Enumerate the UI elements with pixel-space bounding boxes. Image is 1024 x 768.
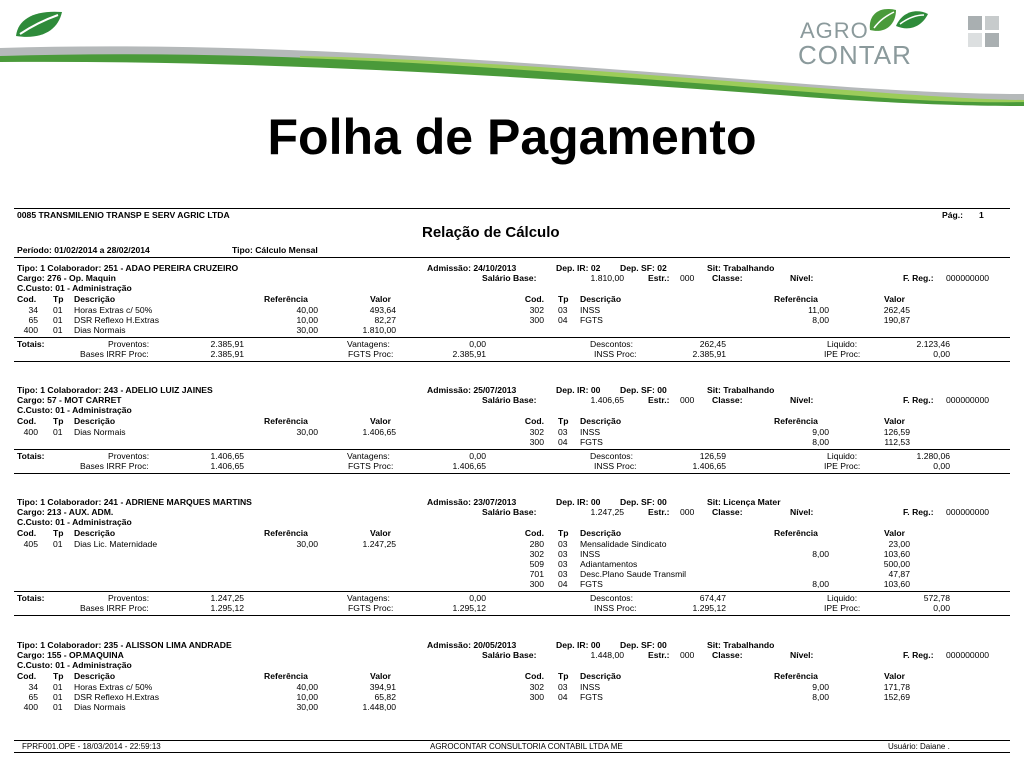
col-cod: Cod.	[17, 671, 37, 681]
nivel-label: Nível:	[790, 395, 814, 405]
dep-sf: Dep. SF: 00	[620, 497, 667, 507]
earning-desc: DSR Reflexo H.Extras	[74, 692, 160, 702]
deduction-desc: FGTS	[580, 579, 603, 589]
col-tp-right: Tp	[558, 416, 569, 426]
nivel-label: Nível:	[790, 650, 814, 660]
earning-valor: 82,27	[374, 315, 396, 325]
deduction-valor: 47,87	[888, 569, 910, 579]
rule-totals-top	[14, 449, 1010, 450]
bases-irrf-value: 1.295,12	[210, 603, 244, 613]
page-label: Pág.:	[942, 210, 964, 220]
earning-cod: 34	[28, 682, 38, 692]
liquido-value: 572,78	[923, 593, 950, 603]
deduction-tp: 03	[558, 559, 568, 569]
col-cod-right: Cod.	[524, 294, 544, 304]
earning-cod: 34	[28, 305, 38, 315]
estr-label: Estr.:	[648, 273, 670, 283]
fgts-proc-value: 1.406,65	[452, 461, 486, 471]
col-desc: Descrição	[74, 528, 116, 538]
ipe-proc-value: 0,00	[933, 349, 950, 359]
col-tp: Tp	[53, 528, 64, 538]
earning-ref: 10,00	[296, 692, 318, 702]
employee-header: Tipo: 1 Colaborador: 241 - ADRIENE MARQUES MARTINS	[17, 497, 252, 507]
earning-valor: 394,91	[369, 682, 396, 692]
nivel-label: Nível:	[790, 507, 814, 517]
footer-center: AGROCONTAR CONSULTORIA CONTABIL LTDA ME	[430, 742, 623, 751]
col-cod-right: Cod.	[524, 671, 544, 681]
earning-tp: 01	[53, 682, 63, 692]
deduction-tp: 04	[558, 692, 568, 702]
rule-footer	[14, 740, 1010, 741]
rule-totals-top	[14, 591, 1010, 592]
descontos-value: 262,45	[699, 339, 726, 349]
classe-label: Classe:	[712, 273, 743, 283]
vantagens-label: Vantagens:	[347, 451, 390, 461]
proventos-value: 1.247,25	[210, 593, 244, 603]
salary-label: Salário Base:	[482, 650, 537, 660]
earning-tp: 01	[53, 305, 63, 315]
dep-sf: Dep. SF: 02	[620, 263, 667, 273]
report-title: Relação de Cálculo	[422, 224, 560, 241]
col-ref-right: Referência	[774, 671, 818, 681]
grid-icon-d	[968, 33, 982, 47]
earning-cod: 405	[23, 539, 38, 549]
col-tp: Tp	[53, 416, 64, 426]
col-tp-right: Tp	[558, 294, 569, 304]
deduction-tp: 03	[558, 427, 568, 437]
deduction-tp: 03	[558, 305, 568, 315]
admission-date: Admissão: 20/05/2013	[427, 640, 517, 650]
col-valor: Valor	[370, 528, 392, 538]
col-ref: Referência	[264, 528, 308, 538]
deduction-valor: 500,00	[883, 559, 910, 569]
descontos-value: 674,47	[699, 593, 726, 603]
cost-center: C.Custo: 01 - Administração	[17, 660, 132, 670]
inss-proc-label: INSS Proc:	[594, 349, 637, 359]
rule-period	[14, 257, 1010, 258]
col-ref: Referência	[264, 671, 308, 681]
vantagens-label: Vantagens:	[347, 593, 390, 603]
totals-label: Totais:	[17, 339, 45, 349]
deduction-cod: 302	[529, 427, 544, 437]
earning-desc: Dias Normais	[74, 702, 126, 712]
deduction-ref: 8,00	[812, 437, 829, 447]
deduction-ref: 8,00	[812, 549, 829, 559]
deduction-desc: FGTS	[580, 437, 603, 447]
estr-label: Estr.:	[648, 395, 670, 405]
freg-label: F. Reg.:	[903, 395, 934, 405]
employee-header: Tipo: 1 Colaborador: 251 - ADAO PEREIRA CRUZEIRO	[17, 263, 239, 273]
earning-cod: 400	[23, 427, 38, 437]
earning-ref: 30,00	[296, 702, 318, 712]
col-valor: Valor	[370, 294, 392, 304]
col-valor-right: Valor	[884, 294, 906, 304]
col-desc-right: Descrição	[580, 671, 622, 681]
freg-value: 000000000	[946, 650, 990, 660]
rule-employee-end	[14, 361, 1010, 362]
deduction-valor: 152,69	[883, 692, 910, 702]
cargo: Cargo: 213 - AUX. ADM.	[17, 507, 114, 517]
proventos-label: Proventos:	[108, 593, 150, 603]
dep-ir: Dep. IR: 00	[556, 640, 601, 650]
deduction-tp: 03	[558, 682, 568, 692]
leaf-icon	[16, 12, 62, 37]
earning-cod: 65	[28, 315, 38, 325]
rule-employee-end	[14, 473, 1010, 474]
classe-label: Classe:	[712, 650, 743, 660]
earning-ref: 30,00	[296, 325, 318, 335]
col-cod: Cod.	[17, 528, 37, 538]
fgts-proc-value: 1.295,12	[452, 603, 486, 613]
col-ref: Referência	[264, 416, 308, 426]
col-desc: Descrição	[74, 416, 116, 426]
ipe-proc-value: 0,00	[933, 603, 950, 613]
deduction-cod: 300	[529, 692, 544, 702]
descontos-label: Descontos:	[590, 451, 633, 461]
rule-top	[14, 208, 1010, 209]
estr-value: 000	[680, 395, 695, 405]
deduction-desc: INSS	[580, 682, 601, 692]
rule-bottom	[14, 752, 1010, 753]
deduction-tp: 03	[558, 549, 568, 559]
salary-label: Salário Base:	[482, 507, 537, 517]
admission-date: Admissão: 25/07/2013	[427, 385, 517, 395]
deduction-tp: 03	[558, 539, 568, 549]
bases-irrf-label: Bases IRRF Proc:	[80, 603, 149, 613]
earning-desc: Dias Normais	[74, 427, 126, 437]
classe-label: Classe:	[712, 395, 743, 405]
vantagens-label: Vantagens:	[347, 339, 390, 349]
totals-label: Totais:	[17, 593, 45, 603]
liquido-value: 1.280,06	[916, 451, 950, 461]
dep-sf: Dep. SF: 00	[620, 640, 667, 650]
situation: Sit: Trabalhando	[707, 640, 775, 650]
earning-ref: 30,00	[296, 539, 318, 549]
descontos-label: Descontos:	[590, 593, 633, 603]
freg-value: 000000000	[946, 395, 990, 405]
employee-header: Tipo: 1 Colaborador: 235 - ALISSON LIMA ANDRADE	[17, 640, 232, 650]
deduction-cod: 302	[529, 305, 544, 315]
cargo: Cargo: 155 - OP.MAQUINA	[17, 650, 124, 660]
earning-cod: 400	[23, 702, 38, 712]
earning-ref: 30,00	[296, 427, 318, 437]
ipe-proc-value: 0,00	[933, 461, 950, 471]
earning-ref: 10,00	[296, 315, 318, 325]
earning-tp: 01	[53, 539, 63, 549]
fgts-proc-value: 2.385,91	[452, 349, 486, 359]
employee-header: Tipo: 1 Colaborador: 243 - ADELIO LUIZ JAINES	[17, 385, 213, 395]
rule-totals-top	[14, 337, 1010, 338]
slide-header	[0, 0, 1024, 200]
nivel-label: Nível:	[790, 273, 814, 283]
inss-proc-label: INSS Proc:	[594, 603, 637, 613]
salary-value: 1.247,25	[590, 507, 624, 517]
earning-tp: 01	[53, 427, 63, 437]
earning-desc: Dias Normais	[74, 325, 126, 335]
deduction-valor: 126,59	[883, 427, 910, 437]
grid-icon-a	[968, 16, 982, 30]
earning-valor: 1.247,25	[362, 539, 396, 549]
deduction-cod: 300	[529, 579, 544, 589]
fgts-proc-label: FGTS Proc:	[348, 349, 394, 359]
earning-ref: 40,00	[296, 305, 318, 315]
brand-line-2: CONTAR	[798, 40, 912, 70]
salary-value: 1.810,00	[590, 273, 624, 283]
proventos-label: Proventos:	[108, 339, 150, 349]
liquido-value: 2.123,46	[916, 339, 950, 349]
situation: Sit: Licença Mater	[707, 497, 781, 507]
deduction-tp: 04	[558, 315, 568, 325]
bases-irrf-value: 2.385,91	[210, 349, 244, 359]
deduction-valor: 103,60	[883, 549, 910, 559]
salary-value: 1.406,65	[590, 395, 624, 405]
liquido-label: Liquido:	[827, 593, 858, 603]
deduction-cod: 509	[529, 559, 544, 569]
earning-valor: 1.448,00	[362, 702, 396, 712]
dep-sf: Dep. SF: 00	[620, 385, 667, 395]
proventos-label: Proventos:	[108, 451, 150, 461]
cost-center: C.Custo: 01 - Administração	[17, 405, 132, 415]
fgts-proc-label: FGTS Proc:	[348, 603, 394, 613]
cost-center: C.Custo: 01 - Administração	[17, 283, 132, 293]
col-cod-right: Cod.	[524, 528, 544, 538]
earning-valor: 65,82	[374, 692, 396, 702]
col-desc: Descrição	[74, 671, 116, 681]
inss-proc-value: 1.295,12	[692, 603, 726, 613]
deduction-valor: 190,87	[883, 315, 910, 325]
liquido-label: Liquido:	[827, 451, 858, 461]
col-cod: Cod.	[17, 294, 37, 304]
dep-ir: Dep. IR: 00	[556, 385, 601, 395]
inss-proc-value: 1.406,65	[692, 461, 726, 471]
deduction-ref: 8,00	[812, 692, 829, 702]
descontos-label: Descontos:	[590, 339, 633, 349]
brand-leaf-icon	[862, 4, 932, 40]
col-desc-right: Descrição	[580, 528, 622, 538]
earning-desc: Horas Extras c/ 50%	[74, 682, 153, 692]
deduction-desc: INSS	[580, 305, 601, 315]
dep-ir: Dep. IR: 02	[556, 263, 601, 273]
col-tp: Tp	[53, 294, 64, 304]
deduction-cod: 302	[529, 549, 544, 559]
earning-desc: DSR Reflexo H.Extras	[74, 315, 160, 325]
dep-ir: Dep. IR: 00	[556, 497, 601, 507]
deduction-valor: 103,60	[883, 579, 910, 589]
footer-right: Usuário: Daiane .	[888, 742, 950, 751]
deduction-desc: FGTS	[580, 692, 603, 702]
bases-irrf-label: Bases IRRF Proc:	[80, 461, 149, 471]
deduction-valor: 262,45	[883, 305, 910, 315]
proventos-value: 2.385,91	[210, 339, 244, 349]
deduction-ref: 9,00	[812, 427, 829, 437]
earning-valor: 1.406,65	[362, 427, 396, 437]
page-number: 1	[979, 210, 984, 220]
totals-label: Totais:	[17, 451, 45, 461]
col-desc-right: Descrição	[580, 416, 622, 426]
classe-label: Classe:	[712, 507, 743, 517]
liquido-label: Liquido:	[827, 339, 858, 349]
freg-label: F. Reg.:	[903, 273, 934, 283]
cargo: Cargo: 57 - MOT CARRET	[17, 395, 122, 405]
admission-date: Admissão: 24/10/2013	[427, 263, 517, 273]
deduction-cod: 280	[529, 539, 544, 549]
vantagens-value: 0,00	[469, 451, 486, 461]
situation: Sit: Trabalhando	[707, 385, 775, 395]
situation: Sit: Trabalhando	[707, 263, 775, 273]
estr-value: 000	[680, 507, 695, 517]
col-cod-right: Cod.	[524, 416, 544, 426]
brand-line-1: AGRO	[800, 18, 869, 43]
earning-cod: 400	[23, 325, 38, 335]
inss-proc-value: 2.385,91	[692, 349, 726, 359]
deduction-cod: 300	[529, 437, 544, 447]
earning-desc: Horas Extras c/ 50%	[74, 305, 153, 315]
earning-cod: 65	[28, 692, 38, 702]
deduction-desc: INSS	[580, 549, 601, 559]
earning-valor: 1.810,00	[362, 325, 396, 335]
earning-tp: 01	[53, 702, 63, 712]
ipe-proc-label: IPE Proc:	[824, 461, 861, 471]
deduction-tp: 03	[558, 569, 568, 579]
admission-date: Admissão: 23/07/2013	[427, 497, 517, 507]
deduction-cod: 300	[529, 315, 544, 325]
agrocontar-logo	[798, 8, 938, 70]
descontos-value: 126,59	[699, 451, 726, 461]
fgts-proc-label: FGTS Proc:	[348, 461, 394, 471]
col-desc-right: Descrição	[580, 294, 622, 304]
rule-employee-end	[14, 615, 1010, 616]
ipe-proc-label: IPE Proc:	[824, 603, 861, 613]
report-period: Período: 01/02/2014 a 28/02/2014	[17, 245, 150, 255]
col-ref-right: Referência	[774, 416, 818, 426]
deduction-valor: 112,53	[884, 437, 910, 447]
col-tp-right: Tp	[558, 671, 569, 681]
slide-title: Folha de Pagamento	[267, 109, 757, 165]
earning-tp: 01	[53, 315, 63, 325]
col-valor-right: Valor	[884, 528, 906, 538]
deduction-desc: Desc.Plano Saude Transmil	[580, 569, 687, 579]
estr-label: Estr.:	[648, 650, 670, 660]
deduction-valor: 171,78	[883, 682, 910, 692]
deduction-ref: 9,00	[812, 682, 829, 692]
proventos-value: 1.406,65	[210, 451, 244, 461]
deduction-valor: 23,00	[888, 539, 910, 549]
earning-tp: 01	[53, 325, 63, 335]
cost-center: C.Custo: 01 - Administração	[17, 517, 132, 527]
vantagens-value: 0,00	[469, 593, 486, 603]
col-tp: Tp	[53, 671, 64, 681]
company-name: 0085 TRANSMILENIO TRANSP E SERV AGRIC LTDA	[17, 210, 230, 220]
cargo: Cargo: 276 - Op. Maquin	[17, 273, 116, 283]
col-tp-right: Tp	[558, 528, 569, 538]
earning-valor: 493,64	[369, 305, 396, 315]
deduction-desc: INSS	[580, 427, 601, 437]
deduction-ref: 8,00	[812, 315, 829, 325]
col-ref-right: Referência	[774, 528, 818, 538]
deduction-desc: FGTS	[580, 315, 603, 325]
col-ref-right: Referência	[774, 294, 818, 304]
earning-tp: 01	[53, 692, 63, 702]
col-desc: Descrição	[74, 294, 116, 304]
deduction-cod: 701	[529, 569, 544, 579]
estr-label: Estr.:	[648, 507, 670, 517]
deduction-tp: 04	[558, 437, 568, 447]
col-cod: Cod.	[17, 416, 37, 426]
col-valor: Valor	[370, 671, 392, 681]
estr-value: 000	[680, 273, 695, 283]
col-valor-right: Valor	[884, 416, 906, 426]
deduction-desc: Mensalidade Sindicato	[580, 539, 667, 549]
salary-value: 1.448,00	[590, 650, 624, 660]
freg-value: 000000000	[946, 273, 990, 283]
payroll-report	[14, 200, 1010, 768]
earning-desc: Dias Lic. Maternidade	[74, 539, 158, 549]
freg-label: F. Reg.:	[903, 507, 934, 517]
ipe-proc-label: IPE Proc:	[824, 349, 861, 359]
bases-irrf-value: 1.406,65	[210, 461, 244, 471]
calc-type: Tipo: Cálculo Mensal	[232, 245, 318, 255]
deduction-tp: 04	[558, 579, 568, 589]
deduction-ref: 11,00	[808, 305, 829, 315]
grid-icon-c	[985, 33, 999, 47]
bases-irrf-label: Bases IRRF Proc:	[80, 349, 149, 359]
freg-value: 000000000	[946, 507, 990, 517]
earning-ref: 40,00	[296, 682, 318, 692]
footer-left: FPRF001.OPE - 18/03/2014 - 22:59:13	[22, 742, 161, 751]
vantagens-value: 0,00	[469, 339, 486, 349]
col-valor: Valor	[370, 416, 392, 426]
salary-label: Salário Base:	[482, 395, 537, 405]
salary-label: Salário Base:	[482, 273, 537, 283]
inss-proc-label: INSS Proc:	[594, 461, 637, 471]
deduction-cod: 302	[529, 682, 544, 692]
grid-icon-b	[985, 16, 999, 30]
col-valor-right: Valor	[884, 671, 906, 681]
col-ref: Referência	[264, 294, 308, 304]
estr-value: 000	[680, 650, 695, 660]
deduction-desc: Adiantamentos	[580, 559, 638, 569]
freg-label: F. Reg.:	[903, 650, 934, 660]
deduction-ref: 8,00	[812, 579, 829, 589]
